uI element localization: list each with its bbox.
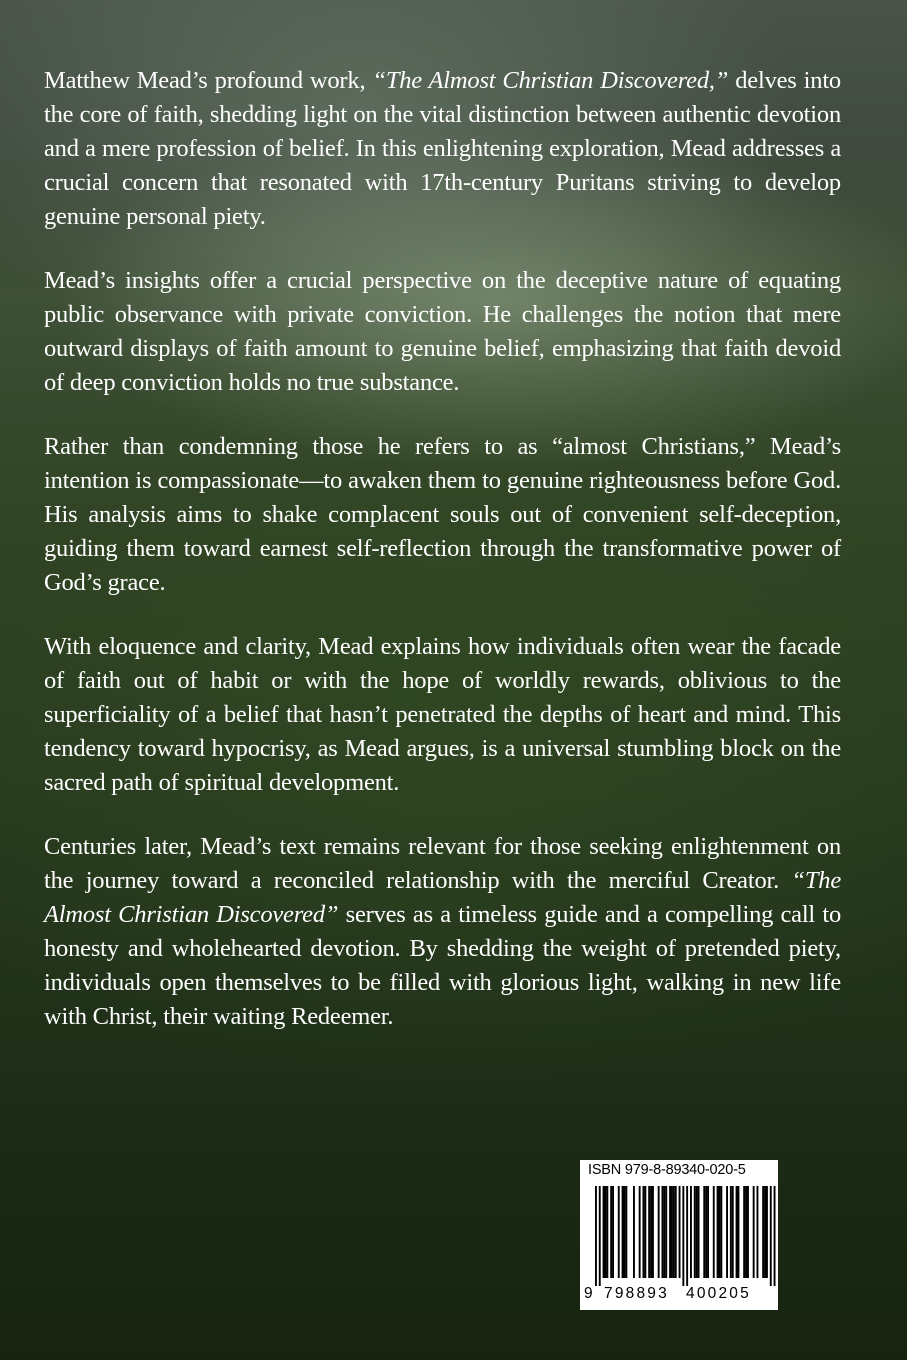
barcode-bar: [720, 1186, 722, 1278]
barcode-bar: [726, 1186, 728, 1278]
barcode-bar: [665, 1186, 667, 1278]
barcode-bar: [703, 1186, 705, 1278]
barcode-bar: [696, 1186, 698, 1278]
paragraph-text: Rather than condemning those he refers to as “almost Christians,” Mead’s intention is compassionate—to awaken them to genuine righteousness before God. His analysis aims to shake complacent souls out of convenient self-deception, guiding them toward earnest self-reflection through the transformative power of God’s grace.: [44, 433, 841, 596]
barcode-bar: [662, 1186, 664, 1278]
paragraph-text: Mead’s insights offer a crucial perspective on the deceptive nature of equating public observance with private conviction. He challenges the notion that mere outward displays of faith amount to genuine belief, emphasizing that faith devoid of deep conviction holds no true substance.: [44, 267, 841, 396]
blurb-paragraph-4: [44, 630, 841, 800]
barcode-bar: [595, 1186, 597, 1286]
barcode-bar: [743, 1186, 745, 1278]
book-title-italic: “The Almost Christian Discovered”: [44, 867, 841, 928]
barcode-bar: [663, 1186, 665, 1278]
barcode-bar: [625, 1186, 627, 1278]
barcode-bar: [603, 1186, 605, 1278]
barcode-bar: [648, 1186, 650, 1278]
paragraph-text: With eloquence and clarity, Mead explains how individuals often wear the facade of faith out of habit or with the hope of worldly rewards, oblivious to the superficiality of a belief that hasn’t penetrated the depths of heart and mind. This tendency toward hypocrisy, as Mead argues, is a universal stumbling block on the sacred path of spiritual development.: [44, 633, 841, 796]
barcode-bar: [698, 1186, 700, 1278]
barcode-bar: [705, 1186, 707, 1278]
barcode-bar: [610, 1186, 612, 1278]
barcode-bar: [671, 1186, 673, 1278]
barcode-bar: [622, 1186, 624, 1278]
blurb-paragraph-3: [44, 430, 841, 600]
blurb-paragraph-1: [44, 64, 841, 234]
barcode-bar: [747, 1186, 749, 1278]
ean-digit-first: 9: [584, 1285, 593, 1302]
barcode-bar: [669, 1186, 671, 1278]
ean-digits-right: 400205: [686, 1285, 751, 1302]
barcode-bar: [652, 1186, 654, 1278]
barcode-bar: [624, 1186, 626, 1278]
barcode-bar: [673, 1186, 675, 1278]
isbn-barcode: [580, 1160, 778, 1310]
barcode-bar: [713, 1186, 715, 1278]
barcode-bar: [633, 1186, 635, 1278]
barcode-bar: [770, 1186, 772, 1286]
barcode-bar: [612, 1186, 614, 1278]
barcode-bar: [764, 1186, 766, 1278]
barcode-bar: [686, 1186, 688, 1286]
isbn-label: ISBN 979-8-89340-020-5: [588, 1162, 746, 1178]
barcode-bar: [774, 1186, 776, 1286]
barcode-bar: [707, 1186, 709, 1278]
paragraph-text: Centuries later, Mead’s text remains relevant for those seeking enlightenment on the journey toward a reconciled relationship with the merciful Creator.: [44, 833, 841, 894]
barcode-bar: [650, 1186, 652, 1278]
barcode-bar: [736, 1186, 738, 1278]
barcode-bar: [694, 1186, 696, 1278]
back-cover-blurb: [44, 64, 841, 1064]
barcode-bar: [639, 1186, 641, 1278]
ean-digits-left: 798893: [604, 1285, 669, 1302]
book-title-italic: “The Almost Christian Discovered,”: [372, 67, 729, 94]
barcode-bar: [745, 1186, 747, 1278]
barcode-bar: [719, 1186, 721, 1278]
barcode-bar: [675, 1186, 677, 1278]
barcode-bar: [730, 1186, 732, 1278]
barcode-bar: [658, 1186, 660, 1278]
barcode-bar: [757, 1186, 759, 1278]
barcode-bar: [605, 1186, 607, 1278]
barcode-bars: [580, 1184, 778, 1288]
barcode-bar: [682, 1186, 684, 1286]
barcode-bar: [738, 1186, 740, 1278]
blurb-paragraph-2: [44, 264, 841, 400]
blurb-paragraph-5: [44, 830, 841, 1034]
paragraph-text: Matthew Mead’s profound work,: [44, 67, 373, 94]
barcode-bar: [606, 1186, 608, 1278]
paragraph-text: serves as a timeless guide and a compelling call to honesty and wholehearted devotion. By shedding the weight of pretended piety, individuals open themselves to be filled with glorious light, walking in new life with Christ, their waiting Redeemer.: [44, 901, 841, 1030]
barcode-bar: [679, 1186, 681, 1278]
barcode-bar: [643, 1186, 645, 1278]
barcode-bar: [690, 1186, 692, 1278]
barcode-bar: [644, 1186, 646, 1278]
barcode-bar: [599, 1186, 601, 1286]
barcode-bar: [732, 1186, 734, 1278]
barcode-bar: [766, 1186, 768, 1278]
barcode-bar: [762, 1186, 764, 1278]
paragraph-text: delves into the core of faith, shedding light on the vital distinction between authentic devotion and a mere profession of belief. In this enlightening exploration, Mead addresses a crucial concern that resonated with 17th-century Puritans striving to develop genuine personal piety.: [44, 67, 841, 230]
ean-digits: [580, 1277, 778, 1307]
barcode-bar: [753, 1186, 755, 1278]
barcode-bar: [618, 1186, 620, 1278]
barcode-bar: [717, 1186, 719, 1278]
